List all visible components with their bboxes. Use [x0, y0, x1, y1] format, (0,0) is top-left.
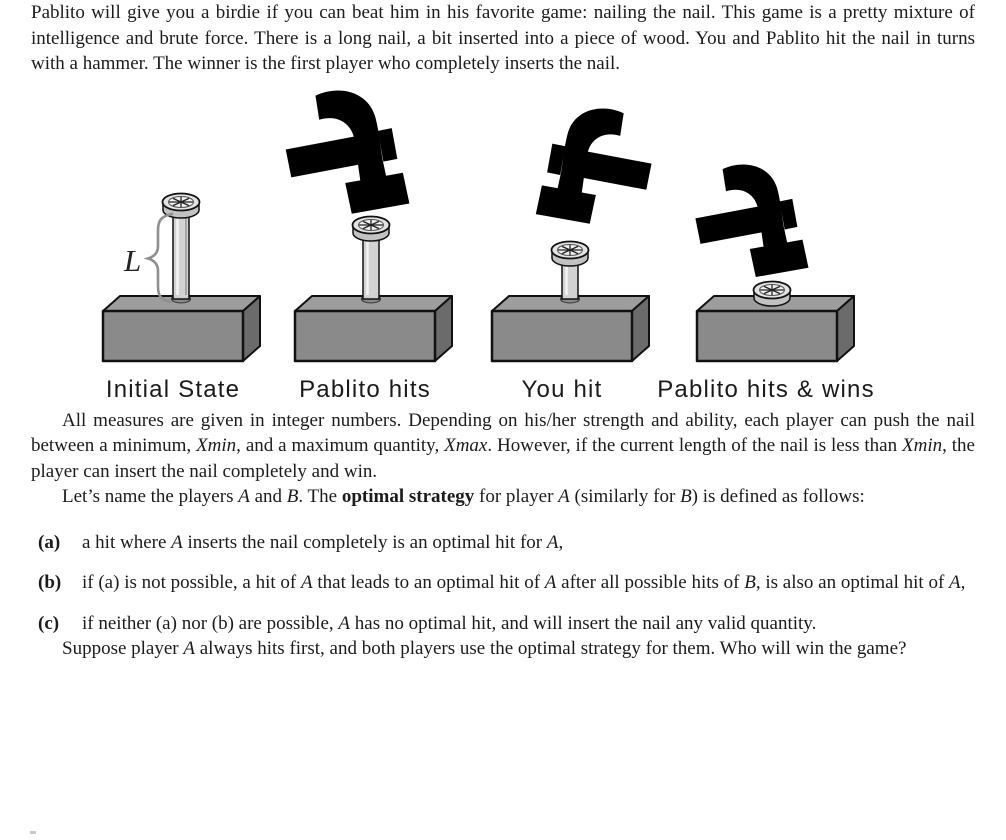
- figure-caption-you-hit: You hit: [521, 375, 603, 403]
- nail-head: [754, 281, 791, 306]
- panel-pablito-hits: [286, 90, 452, 360]
- wood-block: [295, 296, 452, 361]
- wood-block: [103, 296, 260, 361]
- intro-paragraph: Pablito will give you a birdie if you can beat him in his favorite game: nailing the nail. This game is a pretty mixture of intelligence and brute force. There is a long nail, a bit inserted into a piece of wood. You and Pablito hit the nail in turns with a hammer. The winner is the first player who completely inserts the nail.: [31, 2, 975, 74]
- question-paragraph: Suppose player A always hits first, and both players use the optimal strategy for them. Who will win the game?: [62, 638, 907, 659]
- panel-initial-state: [103, 193, 260, 361]
- list-item-b: [31, 570, 975, 596]
- nail-head: [552, 241, 589, 266]
- panel-you-hit: [492, 108, 652, 361]
- figure-caption-initial-state: Initial State: [105, 375, 241, 403]
- list-marker-c: (c): [38, 612, 60, 634]
- game-figure-svg: [85, 83, 945, 408]
- panel-pablito-wins: [695, 164, 854, 361]
- list-item-c: [31, 611, 975, 637]
- list-item-a: [31, 530, 975, 556]
- nail-length-label: L: [124, 242, 142, 278]
- figure-caption-pablito-hits: Pablito hits: [299, 375, 431, 403]
- cut-off-text-fragment: [30, 831, 36, 834]
- list-marker-a: (a): [38, 531, 61, 553]
- optimal-strategy-list: [31, 530, 975, 637]
- list-text-c: if neither (a) nor (b) are possible, A has no optimal hit, and will insert the nail any valid quantity.: [82, 612, 817, 634]
- players-paragraph: Let’s name the players A and B. The optimal strategy for player A (similarly for B) is defined as follows:: [62, 486, 865, 507]
- wood-block: [492, 296, 649, 361]
- list-marker-b: (b): [38, 572, 62, 593]
- game-figure: [85, 83, 945, 408]
- hammer-icon: [286, 90, 410, 213]
- figure-caption-pablito-wins: Pablito hits & wins: [657, 375, 875, 403]
- hammer-icon: [695, 164, 808, 277]
- nail-head: [353, 216, 390, 241]
- length-brace: [148, 214, 172, 302]
- hammer-icon: [536, 108, 652, 223]
- list-text-a: a hit where A inserts the nail completely is an optimal hit for A,: [82, 531, 564, 553]
- measures-paragraph: All measures are given in integer numbers. Depending on his/her strength and ability, each player can push the nail between a minimum, Xmin, and a maximum quantity, Xmax. However, if the current length of the nail is less than Xmin, the player can insert the nail completely and win.: [31, 409, 975, 482]
- list-text-b: if (a) is not possible, a hit of A that leads to an optimal hit of A after all possible hits of B, is also an optimal hit of A,: [82, 572, 966, 593]
